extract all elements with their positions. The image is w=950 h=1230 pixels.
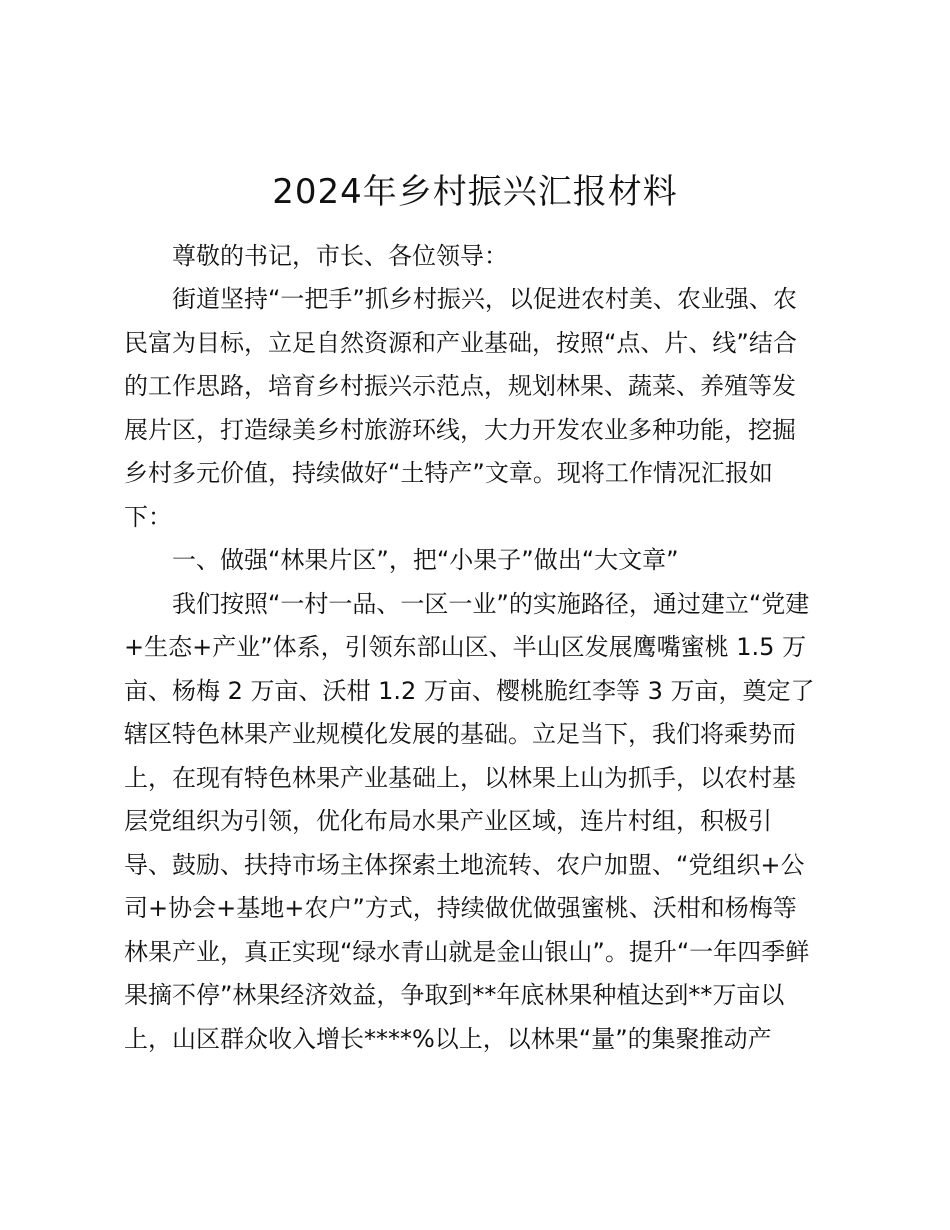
body-line: 上，山区群众收入增长****%以上，以林果“量”的集聚推动产 xyxy=(124,1025,772,1053)
body-line: 街道坚持“一把手”抓乡村振兴，以促进农村美、农业强、农 xyxy=(172,285,797,313)
body-line: 层党组织为引领，优化布局水果产业区域，连片村组，积极引 xyxy=(124,807,772,835)
body-line: 我们按照“一村一品、一区一业”的实施路径，通过建立“党建 xyxy=(172,590,810,618)
body-line: 民富为目标，立足自然资源和产业基础，按照“点、片、线”结合 xyxy=(124,329,797,357)
section-heading: 一、做强“林果片区”，把“小果子”做出“大文章” xyxy=(172,546,679,574)
body-line: 的工作思路，培育乡村振兴示范点，规划林果、蔬菜、养殖等发 xyxy=(124,372,796,400)
body-line: 辖区特色林果产业规模化发展的基础。立足当下，我们将乘势而 xyxy=(124,720,796,748)
body-line: 林果产业，真正实现“绿水青山就是金山银山”。提升“一年四季鲜 xyxy=(124,938,810,966)
body-line: 上，在现有特色林果产业基础上，以林果上山为抓手，以农村基 xyxy=(124,764,796,792)
body-line: 展片区，打造绿美乡村旅游环线，大力开发农业多种功能，挖掘 xyxy=(124,416,796,444)
body-line: 下： xyxy=(124,503,172,531)
salutation: 尊敬的书记，市长、各位领导： xyxy=(172,242,508,270)
body-line: 亩、杨梅 2 万亩、沃柑 1.2 万亩、樱桃脆红李等 3 万亩，奠定了 xyxy=(124,677,815,705)
body-line: 司+协会+基地+农户”方式，持续做优做强蜜桃、沃柑和杨梅等 xyxy=(124,894,797,922)
body-line: +生态+产业”体系，引领东部山区、半山区发展鹰嘴蜜桃 1.5 万 xyxy=(124,633,807,661)
body-line: 果摘不停”林果经济效益，争取到**年底林果种植达到**万亩以 xyxy=(124,981,785,1009)
body-line: 导、鼓励、扶持市场主体探索土地流转、农户加盟、“党组织+公 xyxy=(124,851,805,879)
document-title: 2024年乡村振兴汇报材料 xyxy=(272,172,678,212)
body-line: 乡村多元价值，持续做好“土特产”文章。现将工作情况汇报如 xyxy=(124,459,773,487)
